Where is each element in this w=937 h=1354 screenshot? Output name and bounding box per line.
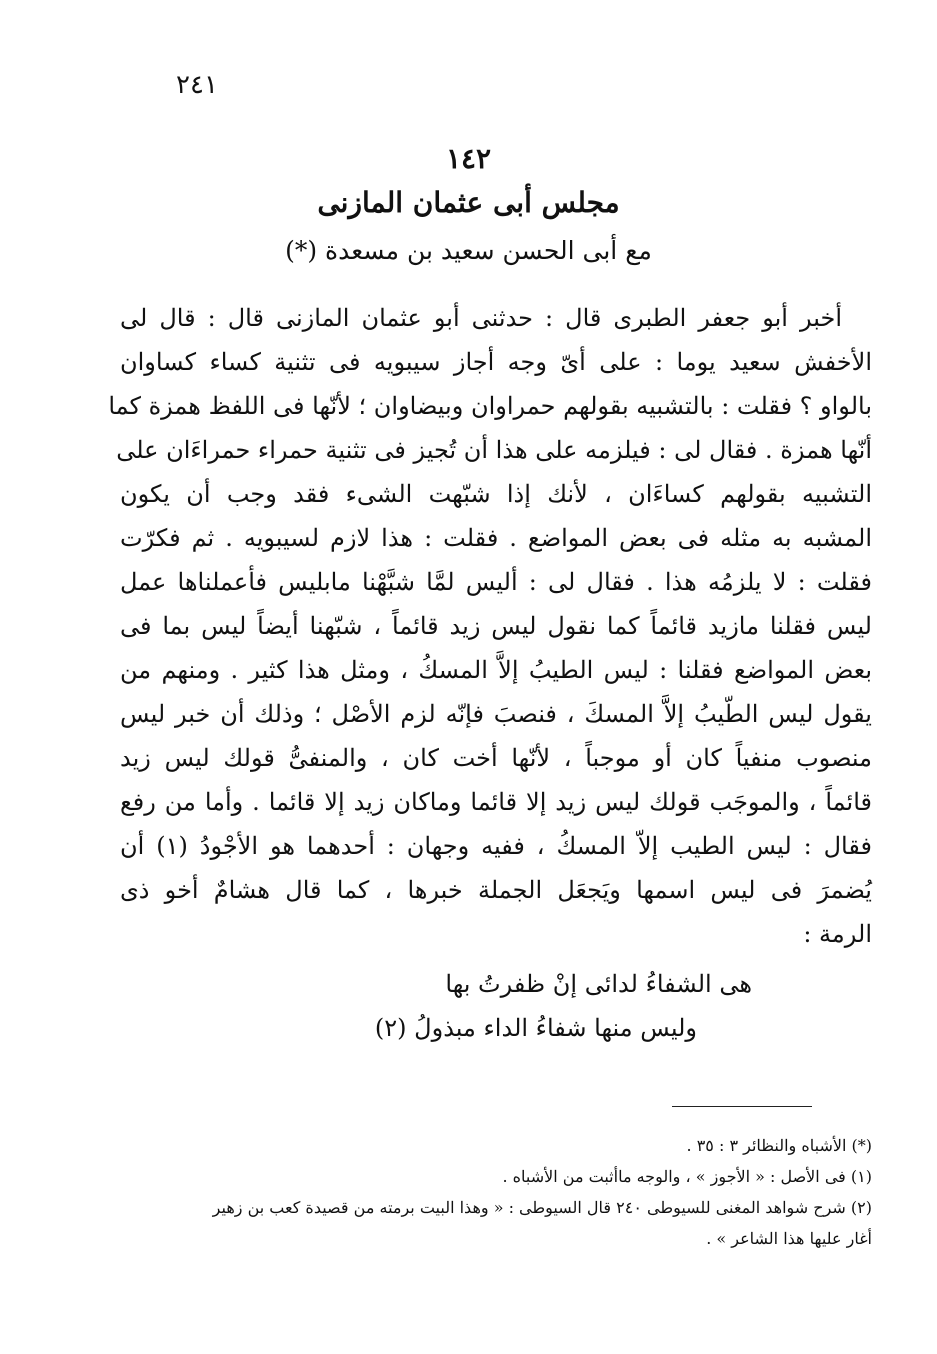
section-number: ١٤٢ (445, 142, 492, 175)
footnote: (٢) شرح شواهد المغنى للسيوطى ٢٤٠ قال السيوطى : « وهذا البيت برمته من قصيدة كعب بن زهير (212, 1198, 872, 1217)
section-subtitle: مع أبى الحسن سعيد بن مسعدة (*) (285, 236, 652, 265)
body-line: المشبه به مثله فى بعض المواضع . فقلت : هذا لازم لسيبويه . ثم فكرّت (120, 524, 872, 552)
body-line: قائماً ، والموجَب قولك ليس زيد إلا قائما وماكان زيد إلا قائما . وأما من رفع (120, 788, 872, 816)
footnote: (١) فى الأصل : « الأجوز » ، والوجه ماأثبت من الأشباه . (502, 1167, 872, 1186)
verse-line-2: وليس منها شفاءُ الداء مبذولُ (٢) (374, 1014, 697, 1042)
body-line: بالواو ؟ فقلت : بالتشبيه بقولهم حمراوان وبيضاوان ؛ لأنّها فى اللفظ همزة كما (108, 392, 872, 420)
page-number: ٢٤١ (176, 70, 218, 100)
body-line: أخبر أبو جعفر الطبرى قال : حدثنى أبو عثمان المازنى قال : قال لى (120, 304, 842, 332)
verse-line-1: هى الشفاءُ لدائى إنْ ظفرتُ بها (445, 970, 752, 998)
body-line: يقول ليس الطّيبُ إلاَّ المسكَ ، فنصبَ فإنّه لزم الأصْل ؛ وذلك أن خبر ليس (120, 700, 872, 728)
body-line: أنّها همزة . فقال لى : فيلزمه على هذا أن تُجيز فى تثنية حمراء حمراءَان على (116, 436, 872, 464)
footnote-divider (672, 1106, 812, 1107)
body-line: فقال : ليس الطيب إلاّ المسكُ ، ففيه وجهان : أحدهما هو الأجْودُ (١) أن (120, 832, 872, 860)
body-line: فقلت : لا يلزمُه هذا . فقال لى : أليس لمَّا شبَّهْنا مابليس فأعملناها عمل (120, 568, 872, 596)
body-line: الرمة : (803, 920, 872, 948)
footnote: (*) الأشباه والنظائر ٣ : ٣٥ . (686, 1136, 872, 1155)
body-line: التشبيه بقولهم كساءَان ، لأنك إذا شبّهت الشىء فقد وجب أن يكون (120, 480, 873, 508)
body-line: منصوب منفياً كان أو موجباً ، لأنّها أخت كان ، والمنفىُّ قولك ليس زيد (120, 744, 872, 772)
body-line: ليس فقلنا مازيد قائماً كما نقول ليس زيد قائماً ، شبّهنا أيضاً ليس بما فى (120, 612, 872, 640)
footnotes (120, 1130, 872, 1254)
body-text (108, 296, 873, 956)
section-title: مجلس أبى عثمان المازنى (317, 186, 620, 219)
footnote-continuation: أغار عليها هذا الشاعر » . (706, 1229, 872, 1248)
body-line: يُضمرَ فى ليس اسمها ويَجعَل الجملة خبرها ، كما قال هشامٌ أخو ذى (120, 876, 872, 904)
body-line: الأخفش سعيد يوما : على أىّ وجه أجاز سيبويه فى تثنية كساء كساوان (120, 348, 872, 376)
body-line: بعض المواضع فقلنا : ليس الطيبُ إلاَّ المسكُ ، ومثل هذا كثير . ومنهم من (120, 656, 872, 684)
